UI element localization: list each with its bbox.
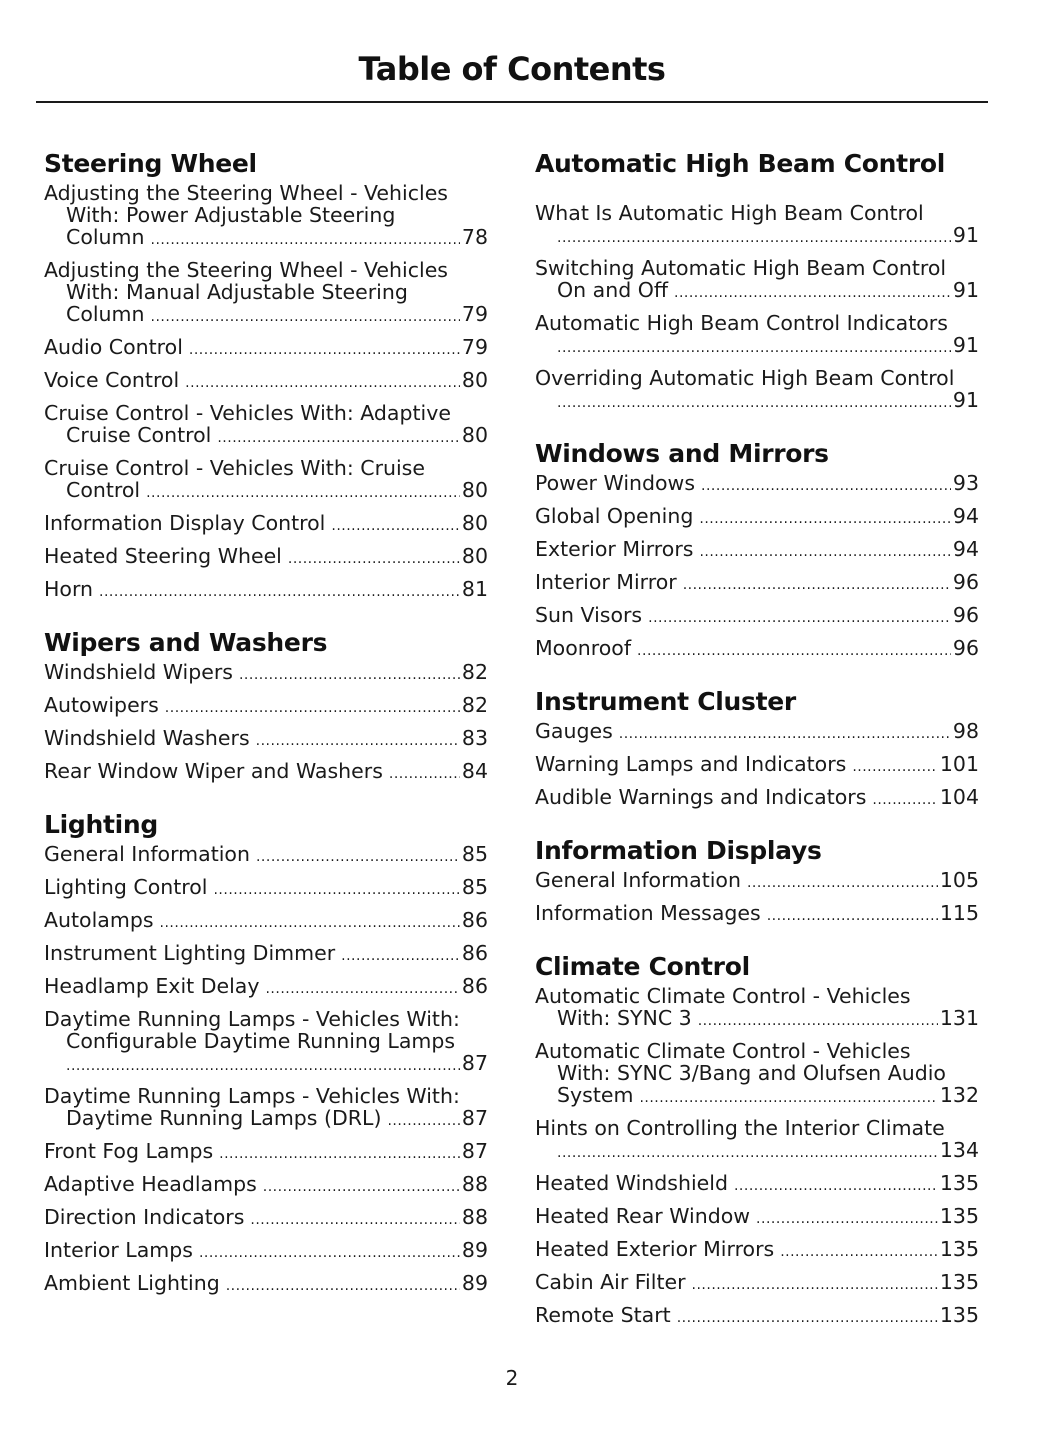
dot-leader	[557, 392, 951, 414]
toc-entry[interactable]	[44, 727, 488, 752]
dot-leader	[199, 1242, 460, 1264]
dot-leader	[250, 1209, 460, 1231]
entry-text: Daytime Running Lamps (DRL)	[66, 1106, 382, 1130]
page-number: 2	[505, 1366, 519, 1390]
dot-leader	[151, 229, 460, 251]
dot-leader	[217, 427, 460, 449]
toc-entry[interactable]	[44, 402, 488, 449]
dot-leader	[734, 1175, 938, 1197]
section-heading: Wipers and Washers	[44, 628, 328, 657]
entry-text: Direction Indicators	[44, 1205, 245, 1229]
entry-text: Configurable Daytime Running Lamps	[66, 1029, 456, 1053]
entry-text: Autolamps	[44, 908, 154, 932]
entry-page-number: 135	[939, 1270, 979, 1294]
toc-entry[interactable]	[44, 259, 488, 328]
entry-page-number: 98	[952, 719, 979, 743]
entry-page-number: 105	[939, 868, 979, 892]
entry-text: With: SYNC 3	[557, 1006, 692, 1030]
entry-page-number: 86	[461, 908, 488, 932]
dot-leader	[767, 905, 938, 927]
entry-text: Windshield Washers	[44, 726, 250, 750]
entry-page-number: 85	[461, 875, 488, 899]
entry-text: Adjusting the Steering Wheel - Vehicles	[44, 258, 448, 282]
entry-page-number: 80	[461, 544, 488, 568]
entry-text: Gauges	[535, 719, 613, 743]
toc-entry[interactable]	[44, 1206, 488, 1231]
entry-page-number: 91	[952, 388, 979, 412]
entry-page-number: 104	[939, 785, 979, 809]
entry-page-number: 80	[461, 368, 488, 392]
toc-entry[interactable]	[44, 843, 488, 868]
dot-leader	[683, 574, 951, 596]
entry-text: Heated Exterior Mirrors	[535, 1237, 775, 1261]
entry-text: Voice Control	[44, 368, 180, 392]
dot-leader	[852, 756, 938, 778]
entry-text: Control	[66, 478, 141, 502]
dot-leader	[747, 872, 938, 894]
dot-leader	[692, 1274, 938, 1296]
toc-entry[interactable]	[44, 975, 488, 1000]
entry-page-number: 135	[939, 1204, 979, 1228]
toc-entry[interactable]	[44, 694, 488, 719]
toc-entry[interactable]	[44, 1173, 488, 1198]
toc-entry[interactable]	[44, 369, 488, 394]
dot-leader	[557, 337, 951, 359]
entry-page-number: 87	[461, 1051, 488, 1075]
dot-leader	[557, 227, 951, 249]
entry-page-number: 87	[461, 1106, 488, 1130]
section-heading: Windows and Mirrors	[535, 439, 829, 468]
entry-text: Overriding Automatic High Beam Control	[535, 366, 955, 390]
toc-section-steering-wheel	[44, 148, 488, 603]
entry-page-number: 78	[461, 225, 488, 249]
toc-entry[interactable]	[535, 1117, 979, 1164]
entry-page-number: 135	[939, 1303, 979, 1327]
toc-entry[interactable]	[44, 1272, 488, 1297]
toc-section-climate-control	[535, 951, 979, 1329]
entry-page-number: 134	[939, 1138, 979, 1162]
entry-text: Power Windows	[535, 471, 696, 495]
dot-leader	[99, 581, 460, 603]
entry-text: Automatic High Beam Control Indicators	[535, 311, 948, 335]
dot-leader	[780, 1241, 938, 1263]
entry-page-number: 96	[952, 570, 979, 594]
entry-text: Remote Start	[535, 1303, 671, 1327]
dot-leader	[256, 730, 460, 752]
toc-entry[interactable]	[44, 942, 488, 967]
dot-leader	[639, 1087, 937, 1109]
dot-leader	[389, 763, 460, 785]
toc-section-wipers-and-washers	[44, 627, 488, 785]
dot-leader	[619, 723, 951, 745]
dot-leader	[872, 789, 937, 811]
entry-text: Autowipers	[44, 693, 159, 717]
entry-page-number: 81	[461, 577, 488, 601]
entry-text: Adaptive Headlamps	[44, 1172, 257, 1196]
entry-text: Heated Windshield	[535, 1171, 728, 1195]
entry-text: Information Display Control	[44, 511, 326, 535]
toc-entry[interactable]	[44, 909, 488, 934]
entry-page-number: 131	[939, 1006, 979, 1030]
toc-section-lighting	[44, 809, 488, 1297]
dot-leader	[160, 912, 460, 934]
entry-page-number: 83	[461, 726, 488, 750]
entry-text: Ambient Lighting	[44, 1271, 220, 1295]
entry-text: Hints on Controlling the Interior Climate	[535, 1116, 945, 1140]
entry-page-number: 91	[952, 278, 979, 302]
entry-text: Audio Control	[44, 335, 183, 359]
entry-text: Moonroof	[535, 636, 632, 660]
dot-leader	[331, 515, 460, 537]
entry-text: Automatic Climate Control - Vehicles	[535, 1039, 911, 1063]
toc-entry[interactable]	[535, 538, 979, 563]
toc-entry[interactable]	[535, 869, 979, 894]
entry-text: Global Opening	[535, 504, 694, 528]
entry-text: General Information	[535, 868, 741, 892]
entry-text: Horn	[44, 577, 94, 601]
entry-page-number: 135	[939, 1171, 979, 1195]
toc-entry[interactable]	[535, 257, 979, 304]
entry-page-number: 115	[939, 901, 979, 925]
dot-leader	[239, 664, 460, 686]
toc-right-column	[535, 148, 979, 1353]
entry-text: Heated Steering Wheel	[44, 544, 282, 568]
dot-leader	[226, 1275, 460, 1297]
entry-text: Front Fog Lamps	[44, 1139, 214, 1163]
dot-leader	[701, 475, 951, 497]
toc-entry[interactable]	[535, 472, 979, 497]
entry-text: Daytime Running Lamps - Vehicles With:	[44, 1007, 460, 1031]
entry-page-number: 85	[461, 842, 488, 866]
section-heading: Climate Control	[535, 952, 750, 981]
toc-section-instrument-cluster	[535, 686, 979, 811]
dot-leader	[341, 945, 460, 967]
entry-page-number: 132	[939, 1083, 979, 1107]
section-heading: Instrument Cluster	[535, 687, 796, 716]
toc-entry[interactable]	[44, 661, 488, 686]
entry-text: System	[557, 1083, 634, 1107]
toc-section-information-displays	[535, 835, 979, 927]
toc-entry[interactable]	[44, 1239, 488, 1264]
section-heading: Lighting	[44, 810, 159, 839]
toc-entry[interactable]	[44, 336, 488, 361]
entry-text: Warning Lamps and Indicators	[535, 752, 847, 776]
toc-entry[interactable]	[44, 1085, 488, 1132]
toc-entry[interactable]	[535, 1172, 979, 1197]
entry-page-number: 135	[939, 1237, 979, 1261]
dot-leader	[263, 1176, 460, 1198]
entry-page-number: 82	[461, 693, 488, 717]
toc-entry[interactable]	[535, 1271, 979, 1296]
entry-text: On and Off	[557, 278, 668, 302]
entry-text: With: Power Adjustable Steering	[66, 203, 396, 227]
entry-text: Sun Visors	[535, 603, 643, 627]
entry-text: Automatic Climate Control - Vehicles	[535, 984, 911, 1008]
toc-left-column	[44, 148, 488, 1321]
toc-entry[interactable]	[535, 753, 979, 778]
entry-text: Daytime Running Lamps - Vehicles With:	[44, 1084, 460, 1108]
entry-text: Interior Mirror	[535, 570, 677, 594]
section-heading: Automatic High Beam Control	[535, 149, 946, 178]
entry-page-number: 82	[461, 660, 488, 684]
toc-entry[interactable]	[535, 1238, 979, 1263]
dot-leader	[165, 697, 460, 719]
entry-page-number: 89	[461, 1271, 488, 1295]
toc-entry[interactable]	[535, 604, 979, 629]
entry-page-number: 86	[461, 974, 488, 998]
entry-page-number: 88	[461, 1205, 488, 1229]
entry-text: Lighting Control	[44, 875, 208, 899]
entry-page-number: 94	[952, 504, 979, 528]
toc-entry[interactable]	[44, 1008, 488, 1077]
toc-entry[interactable]	[44, 545, 488, 570]
dot-leader	[219, 1143, 460, 1165]
dot-leader	[699, 541, 950, 563]
toc-entry[interactable]	[535, 786, 979, 811]
entry-text: Switching Automatic High Beam Control	[535, 256, 947, 280]
entry-text: With: SYNC 3/Bang and Olufsen Audio	[557, 1061, 946, 1085]
title-divider	[36, 101, 988, 103]
dot-leader	[756, 1208, 938, 1230]
entry-text: Column	[66, 302, 145, 326]
entry-page-number: 80	[461, 423, 488, 447]
entry-text: Rear Window Wiper and Washers	[44, 759, 383, 783]
toc-entry[interactable]	[535, 637, 979, 662]
entry-text: Adjusting the Steering Wheel - Vehicles	[44, 181, 448, 205]
entry-page-number: 93	[952, 471, 979, 495]
entry-page-number: 87	[461, 1139, 488, 1163]
entry-text: Interior Lamps	[44, 1238, 193, 1262]
entry-page-number: 101	[939, 752, 979, 776]
dot-leader	[637, 640, 951, 662]
entry-text: What Is Automatic High Beam Control	[535, 201, 924, 225]
dot-leader	[256, 846, 460, 868]
entry-text: Headlamp Exit Delay	[44, 974, 260, 998]
entry-page-number: 80	[461, 511, 488, 535]
entry-text: Heated Rear Window	[535, 1204, 751, 1228]
entry-page-number: 96	[952, 603, 979, 627]
dot-leader	[698, 1010, 938, 1032]
entry-page-number: 88	[461, 1172, 488, 1196]
toc-section-windows-and-mirrors	[535, 438, 979, 662]
entry-text: Windshield Wipers	[44, 660, 233, 684]
toc-entry[interactable]	[44, 578, 488, 603]
toc-entry[interactable]	[535, 571, 979, 596]
toc-entry[interactable]	[44, 457, 488, 504]
entry-page-number: 84	[461, 759, 488, 783]
dot-leader	[674, 282, 951, 304]
entry-page-number: 96	[952, 636, 979, 660]
toc-entry[interactable]	[535, 312, 979, 359]
entry-text: With: Manual Adjustable Steering	[66, 280, 408, 304]
entry-page-number: 79	[461, 335, 488, 359]
dot-leader	[557, 1142, 938, 1164]
toc-entry[interactable]	[535, 720, 979, 745]
entry-page-number: 91	[952, 333, 979, 357]
toc-entry[interactable]	[44, 760, 488, 785]
entry-text: Information Messages	[535, 901, 761, 925]
toc-entry[interactable]	[44, 182, 488, 251]
entry-text: Cruise Control	[66, 423, 212, 447]
dot-leader	[66, 1055, 460, 1077]
dot-leader	[185, 372, 460, 394]
entry-page-number: 86	[461, 941, 488, 965]
toc-entry[interactable]	[535, 367, 979, 414]
dot-leader	[189, 339, 460, 361]
entry-text: Cruise Control - Vehicles With: Adaptive	[44, 401, 451, 425]
dot-leader	[699, 508, 951, 530]
entry-text: General Information	[44, 842, 250, 866]
section-heading: Information Displays	[535, 836, 822, 865]
dot-leader	[146, 482, 460, 504]
toc-entry[interactable]	[535, 1304, 979, 1329]
entry-text: Exterior Mirrors	[535, 537, 694, 561]
toc-entry[interactable]	[535, 1205, 979, 1230]
entry-page-number: 80	[461, 478, 488, 502]
entry-text: Instrument Lighting Dimmer	[44, 941, 336, 965]
toc-section-automatic-high-beam-control	[535, 148, 979, 414]
page-title: Table of Contents	[358, 50, 666, 88]
dot-leader	[151, 306, 460, 328]
dot-leader	[677, 1307, 938, 1329]
entry-page-number: 79	[461, 302, 488, 326]
toc-entry[interactable]	[535, 1040, 979, 1109]
dot-leader	[648, 607, 951, 629]
entry-page-number: 94	[952, 537, 979, 561]
entry-page-number: 89	[461, 1238, 488, 1262]
dot-leader	[213, 879, 459, 901]
dot-leader	[387, 1110, 459, 1132]
toc-entry[interactable]	[44, 1140, 488, 1165]
toc-entry[interactable]	[44, 876, 488, 901]
entry-text: Cabin Air Filter	[535, 1270, 686, 1294]
toc-entry[interactable]	[535, 985, 979, 1032]
dot-leader	[265, 978, 459, 1000]
section-heading: Steering Wheel	[44, 149, 257, 178]
entry-text: Audible Warnings and Indicators	[535, 785, 867, 809]
toc-entry[interactable]	[535, 902, 979, 927]
dot-leader	[288, 548, 460, 570]
entry-page-number: 91	[952, 223, 979, 247]
entry-text: Cruise Control - Vehicles With: Cruise	[44, 456, 425, 480]
entry-text: Column	[66, 225, 145, 249]
toc-entry[interactable]	[44, 512, 488, 537]
toc-entry[interactable]	[535, 505, 979, 530]
toc-entry[interactable]	[535, 202, 979, 249]
